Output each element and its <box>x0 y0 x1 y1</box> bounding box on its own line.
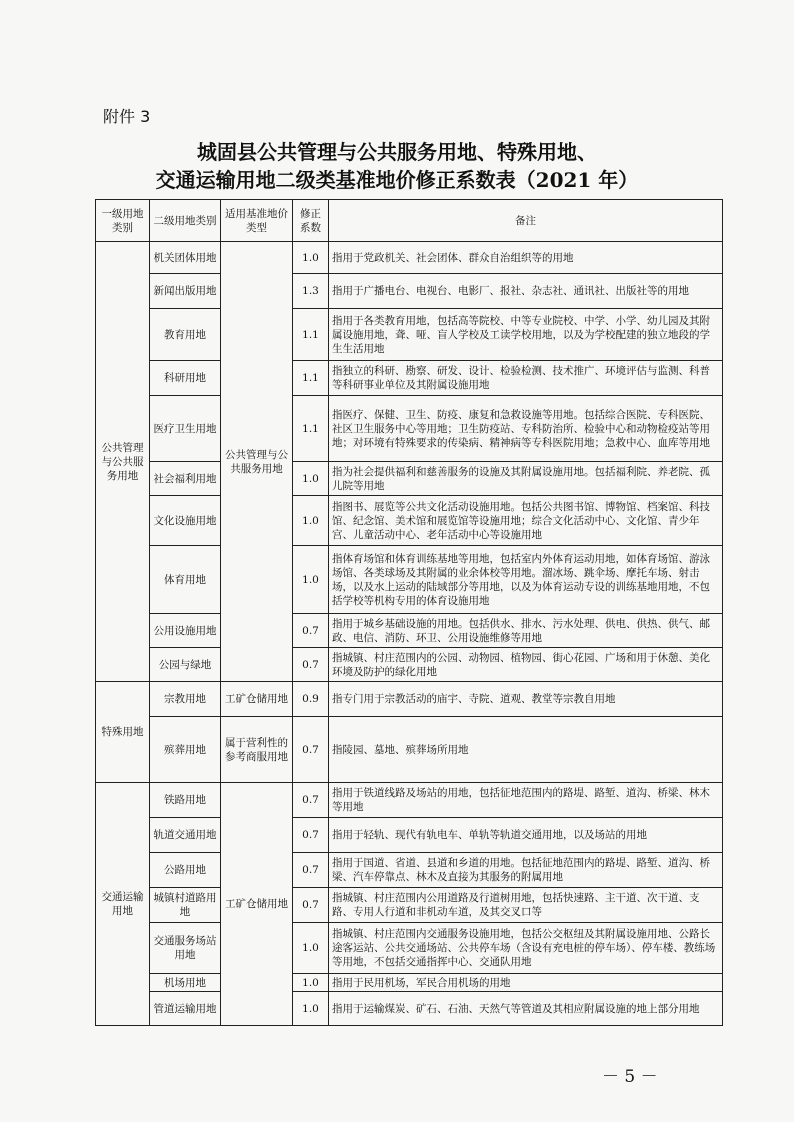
factor-value: 0.7 <box>293 818 329 853</box>
note-text: 指用于轻轨、现代有轨电车、单轨等轨道交通用地，以及场站的用地 <box>329 818 723 853</box>
table-row <box>96 546 723 614</box>
category-name: 铁路用地 <box>150 783 221 818</box>
note-text: 指陵园、墓地、殡葬场所用地 <box>329 717 723 783</box>
note-text: 指独立的科研、勘察、研发、设计、检验检测、技术推广、环境评估与监测、科普等科研事业单位及其附属设施用地 <box>329 361 723 396</box>
note-text: 指专门用于宗教活动的庙宇、寺院、道观、教堂等宗教自用地 <box>329 682 723 717</box>
factor-value: 0.7 <box>293 717 329 783</box>
header-level1: 一级用地类别 <box>96 200 150 242</box>
table-row <box>96 853 723 888</box>
factor-value: 1.3 <box>293 274 329 309</box>
category-name: 科研用地 <box>150 361 221 396</box>
header-factor: 修正系数 <box>293 200 329 242</box>
note-text: 指城镇、村庄范围内的公园、动物园、植物园、街心花园、广场和用于休憩、美化环境及防护的绿化用地 <box>329 648 723 682</box>
category-name: 公路用地 <box>150 853 221 888</box>
table-row <box>96 361 723 396</box>
table-row <box>96 614 723 648</box>
category-name: 公园与绿地 <box>150 648 221 682</box>
base-type: 属于营利性的参考商服用地 <box>221 717 293 783</box>
factor-value: 1.0 <box>293 974 329 992</box>
factor-value: 0.7 <box>293 783 329 818</box>
page-number: － 5 － <box>602 1067 658 1087</box>
note-text: 指体育场馆和体育训练基地等用地，包括室内外体育运动用地，如体育场馆、游泳场馆、各类球场及其附属的业余体校等用地。溜冰场、跳伞场、摩托车场、射击场，以及水上运动的陆域部分等用地，以及为体育运动专设的训练基地用地，不包括学校等机构专用的体育设施用地 <box>329 546 723 614</box>
category-name: 医疗卫生用地 <box>150 396 221 462</box>
factor-value: 0.7 <box>293 648 329 682</box>
table-row <box>96 396 723 462</box>
note-text: 指城镇、村庄范围内交通服务设施用地，包括公交枢纽及其附属设施用地、公路长途客运站、公共交通场站、公共停车场（含设有充电桩的停车场）、停车楼、教练场等用地，不包括交通指挥中心、交通队用地 <box>329 923 723 974</box>
factor-value: 1.1 <box>293 309 329 361</box>
factor-value: 1.0 <box>293 992 329 1026</box>
note-text: 指用于铁道线路及场站的用地，包括征地范围内的路堤、路堑、道沟、桥梁、林木等用地 <box>329 783 723 818</box>
category-name: 管道运输用地 <box>150 992 221 1026</box>
document-title-line2: 交通运输用地二级类基准地价修正系数表（2021 年） <box>155 168 639 192</box>
header-base-type: 适用基准地价类型 <box>221 200 293 242</box>
table-row <box>96 242 723 274</box>
note-text: 指用于国道、省道、县道和乡道的用地。包括征地范围内的路堤、路堑、道沟、桥梁、汽车停靠点、林木及直接为其服务的附属用地 <box>329 853 723 888</box>
note-text: 指为社会提供福利和慈善服务的设施及其附属设施用地。包括福利院、养老院、孤儿院等用地 <box>329 462 723 496</box>
category-name: 机关团体用地 <box>150 242 221 274</box>
note-text: 指城镇、村庄范围内公用道路及行道树用地，包括快速路、主干道、次干道、支路、专用人行道和非机动车道，及其交叉口等 <box>329 888 723 923</box>
category-name: 宗教用地 <box>150 682 221 717</box>
factor-value: 1.0 <box>293 546 329 614</box>
note-text: 指用于各类教育用地，包括高等院校、中等专业院校、中学、小学、幼儿园及其附属设施用地，聋、哑、盲人学校及工读学校用地，以及为学校配建的独立地段的学生生活用地 <box>329 309 723 361</box>
table-row <box>96 923 723 974</box>
category-name: 轨道交通用地 <box>150 818 221 853</box>
category-name: 社会福利用地 <box>150 462 221 496</box>
table-row <box>96 682 723 717</box>
table-row <box>96 992 723 1026</box>
category-name: 交通服务场站用地 <box>150 923 221 974</box>
factor-value: 0.9 <box>293 682 329 717</box>
table-row <box>96 309 723 361</box>
table-row <box>96 274 723 309</box>
factor-value: 1.0 <box>293 496 329 546</box>
category-name: 殡葬用地 <box>150 717 221 783</box>
header-level2: 二级用地类别 <box>150 200 221 242</box>
category-name: 体育用地 <box>150 546 221 614</box>
factor-value: 1.1 <box>293 361 329 396</box>
base-type: 工矿仓储用地 <box>221 783 293 1026</box>
factor-value: 1.0 <box>293 923 329 974</box>
attachment-label: 附件 3 <box>103 107 151 126</box>
factor-value: 0.7 <box>293 614 329 648</box>
base-type: 公共管理与公共服务用地 <box>221 242 293 682</box>
group-name: 公共管理与公共服务用地 <box>96 242 150 682</box>
group-name: 特殊用地 <box>96 682 150 783</box>
category-name: 新闻出版用地 <box>150 274 221 309</box>
table-row <box>96 974 723 992</box>
category-name: 教育用地 <box>150 309 221 361</box>
note-text: 指医疗、保健、卫生、防疫、康复和急救设施等用地。包括综合医院、专科医院、社区卫生服务中心等用地；卫生防疫站、专科防治所、检验中心和动物检疫站等用地；对环境有特殊要求的传染病、精神病等专科医院用地；急救中心、血库等用地 <box>329 396 723 462</box>
header-note: 备注 <box>329 200 723 242</box>
note-text: 指用于民用机场，军民合用机场的用地 <box>329 974 723 992</box>
note-text: 指用于广播电台、电视台、电影厂、报社、杂志社、通讯社、出版社等的用地 <box>329 274 723 309</box>
table-row <box>96 648 723 682</box>
table-row <box>96 818 723 853</box>
table-row <box>96 783 723 818</box>
category-name: 机场用地 <box>150 974 221 992</box>
group-name: 交通运输用地 <box>96 783 150 1026</box>
table-row <box>96 717 723 783</box>
note-text: 指图书、展览等公共文化活动设施用地。包括公共图书馆、博物馆、档案馆、科技馆、纪念馆、美术馆和展览馆等设施用地；综合文化活动中心、文化馆、青少年宫、儿童活动中心、老年活动中心等设施用地 <box>329 496 723 546</box>
category-name: 文化设施用地 <box>150 496 221 546</box>
factor-value: 0.7 <box>293 888 329 923</box>
category-name: 公用设施用地 <box>150 614 221 648</box>
note-text: 指用于城乡基础设施的用地。包括供水、排水、污水处理、供电、供热、供气、邮政、电信、消防、环卫、公用设施维修等用地 <box>329 614 723 648</box>
factor-value: 1.1 <box>293 396 329 462</box>
table-row <box>96 496 723 546</box>
note-text: 指用于党政机关、社会团体、群众自治组织等的用地 <box>329 242 723 274</box>
base-type: 工矿仓储用地 <box>221 682 293 717</box>
factor-value: 0.7 <box>293 853 329 888</box>
category-name: 城镇村道路用地 <box>150 888 221 923</box>
document-title-line1: 城固县公共管理与公共服务用地、特殊用地、 <box>197 140 597 164</box>
correction-factor-table <box>95 199 723 1026</box>
factor-value: 1.0 <box>293 462 329 496</box>
factor-value: 1.0 <box>293 242 329 274</box>
table-row <box>96 888 723 923</box>
table-row <box>96 462 723 496</box>
note-text: 指用于运输煤炭、矿石、石油、天然气等管道及其相应附属设施的地上部分用地 <box>329 992 723 1026</box>
